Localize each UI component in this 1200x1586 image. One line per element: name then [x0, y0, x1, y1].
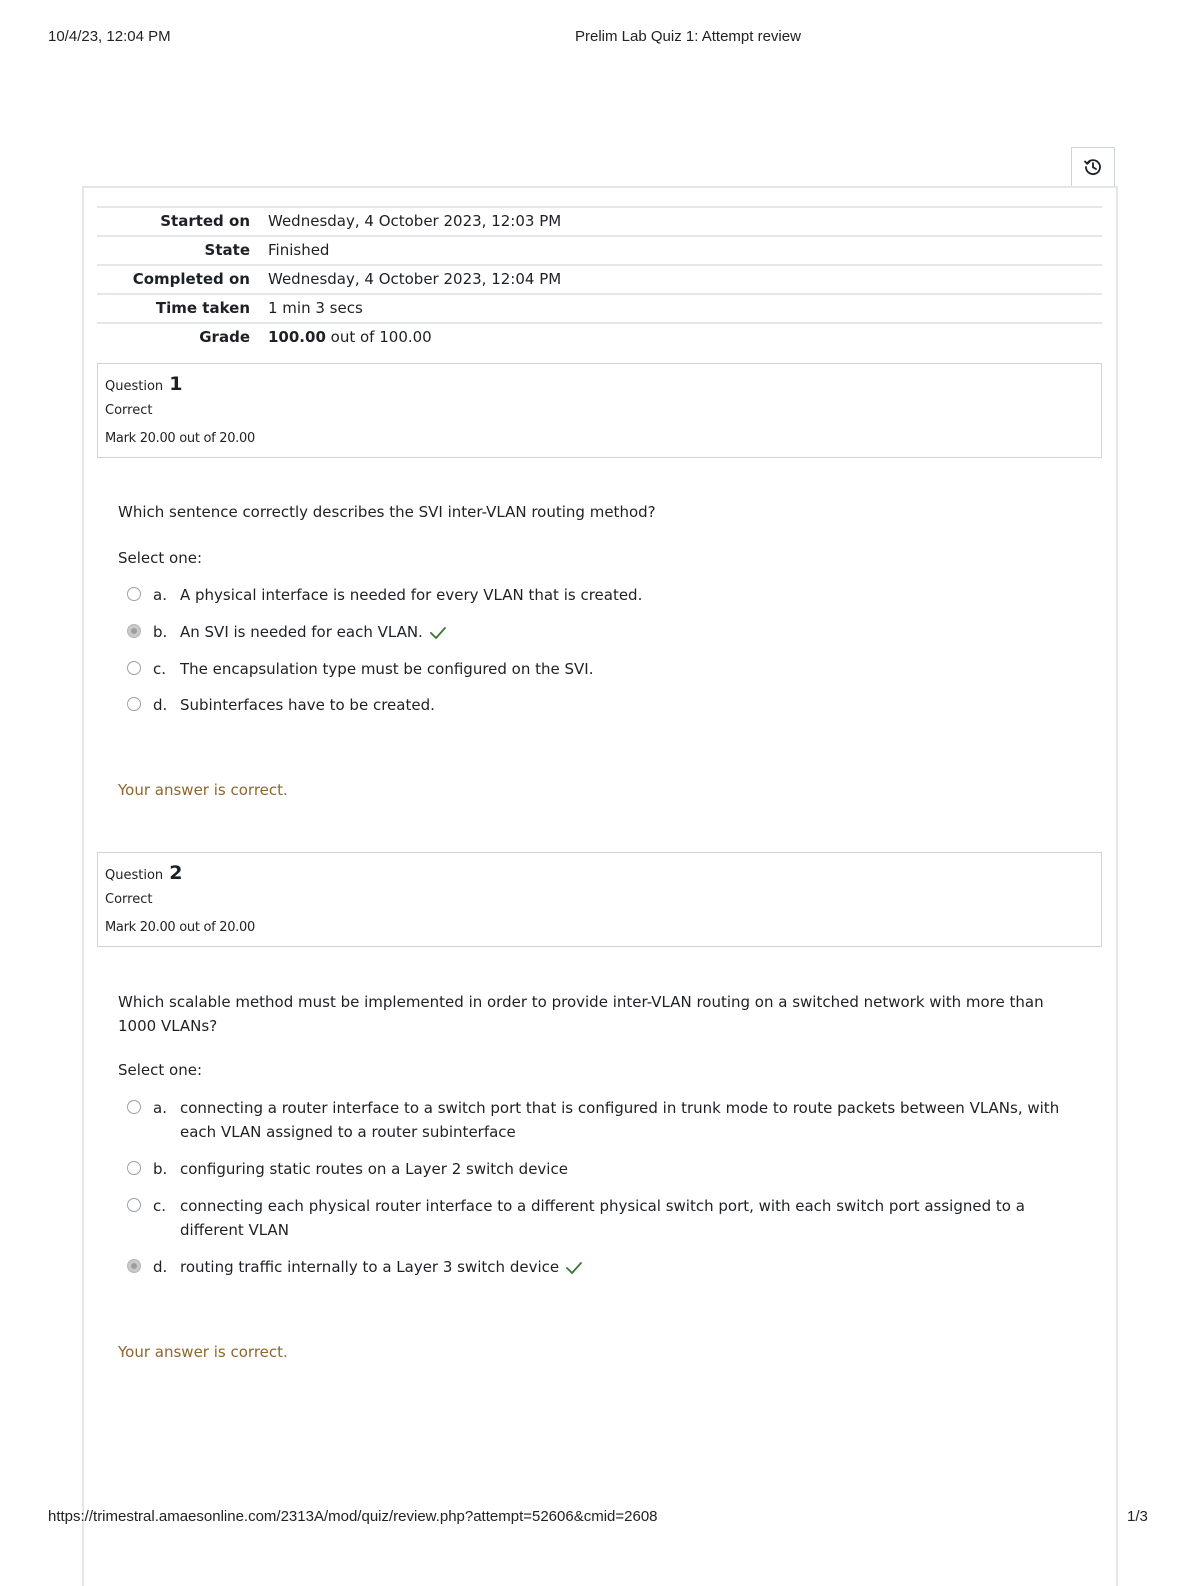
- print-header: [0, 28, 1200, 48]
- option-letter: c.: [153, 1197, 167, 1215]
- summary-row-time: [97, 293, 1102, 322]
- question-1-prompt: Select one:: [118, 549, 203, 567]
- summary-row-started: [97, 206, 1102, 235]
- option-text: routing traffic internally to a Layer 3 switch device: [180, 1258, 560, 1276]
- history-button[interactable]: [1071, 147, 1115, 187]
- option-letter: b.: [153, 623, 168, 641]
- summary-row-state: [97, 235, 1102, 264]
- question-2-info: [97, 852, 1102, 947]
- question-mark: Mark 20.00 out of 20.00: [105, 920, 255, 935]
- option-letter: a.: [153, 586, 167, 604]
- option-text: An SVI is needed for each VLAN.: [180, 623, 423, 641]
- attempt-summary: [97, 206, 1102, 351]
- print-datetime: 10/4/23, 12:04 PM: [48, 28, 171, 45]
- grade-score: 100.00: [268, 328, 326, 346]
- question-mark: Mark 20.00 out of 20.00: [105, 431, 255, 446]
- grade-label: Grade: [199, 328, 250, 346]
- option-text-wrap: [180, 1255, 1070, 1279]
- option-letter: b.: [153, 1160, 168, 1178]
- question-number-value: 2: [169, 862, 183, 884]
- question-state: Correct: [105, 403, 153, 418]
- question-1-info: [97, 363, 1102, 458]
- option-text: configuring static routes on a Layer 2 switch device: [180, 1160, 568, 1178]
- question-number: [105, 373, 183, 395]
- question-2-feedback: Your answer is correct.: [118, 1343, 288, 1361]
- option-text-wrap: [180, 620, 1070, 644]
- summary-row-grade: [97, 322, 1102, 351]
- completed-label: Completed on: [132, 270, 250, 288]
- time-value: 1 min 3 secs: [268, 299, 363, 317]
- page-number: 1/3: [1127, 1508, 1148, 1525]
- question-state: Correct: [105, 892, 153, 907]
- question-number: [105, 862, 183, 884]
- grade-out-of: out of 100.00: [330, 328, 432, 346]
- check-icon: [565, 1261, 583, 1275]
- radio-button-selected[interactable]: [127, 624, 141, 638]
- option-letter: a.: [153, 1099, 167, 1117]
- radio-button[interactable]: [127, 1100, 141, 1114]
- question-2-prompt: Select one:: [118, 1061, 203, 1079]
- question-label: Question: [105, 379, 164, 394]
- print-footer: [0, 1508, 1200, 1528]
- grade-value: [268, 328, 432, 346]
- option-text: The encapsulation type must be configured on the SVI.: [180, 660, 594, 678]
- radio-button[interactable]: [127, 1161, 141, 1175]
- radio-button[interactable]: [127, 661, 141, 675]
- completed-value: Wednesday, 4 October 2023, 12:04 PM: [268, 270, 562, 288]
- question-number-value: 1: [169, 373, 183, 395]
- option-text: connecting each physical router interface to a different physical switch port, with each switch port assigned to a different VLAN: [180, 1197, 1025, 1239]
- question-1-feedback: Your answer is correct.: [118, 781, 288, 799]
- radio-button[interactable]: [127, 697, 141, 711]
- option-letter: d.: [153, 696, 168, 714]
- started-label: Started on: [160, 212, 250, 230]
- state-value: Finished: [268, 241, 330, 259]
- option-letter: d.: [153, 1258, 168, 1276]
- radio-button-selected[interactable]: [127, 1259, 141, 1273]
- radio-button[interactable]: [127, 587, 141, 601]
- time-label: Time taken: [155, 299, 250, 317]
- option-text: A physical interface is needed for every VLAN that is created.: [180, 586, 643, 604]
- option-text: connecting a router interface to a switch port that is configured in trunk mode to route packets between VLANs, with each VLAN assigned to a router subinterface: [180, 1099, 1060, 1141]
- state-label: State: [204, 241, 250, 259]
- history-icon: [1083, 157, 1103, 177]
- question-1-text: Which sentence correctly describes the SVI inter-VLAN routing method?: [118, 503, 656, 521]
- check-icon: [429, 626, 447, 640]
- option-letter: c.: [153, 660, 167, 678]
- question-label: Question: [105, 868, 164, 883]
- option-text: Subinterfaces have to be created.: [180, 696, 435, 714]
- question-2-text: Which scalable method must be implemented in order to provide inter-VLAN routing on a switched network with more than 1000 VLANs?: [118, 993, 1044, 1035]
- radio-button[interactable]: [127, 1198, 141, 1212]
- page-url: https://trimestral.amaesonline.com/2313A/mod/quiz/review.php?attempt=52606&cmid=2608: [48, 1508, 658, 1525]
- summary-row-completed: [97, 264, 1102, 293]
- print-title: Prelim Lab Quiz 1: Attempt review: [575, 28, 801, 45]
- started-value: Wednesday, 4 October 2023, 12:03 PM: [268, 212, 562, 230]
